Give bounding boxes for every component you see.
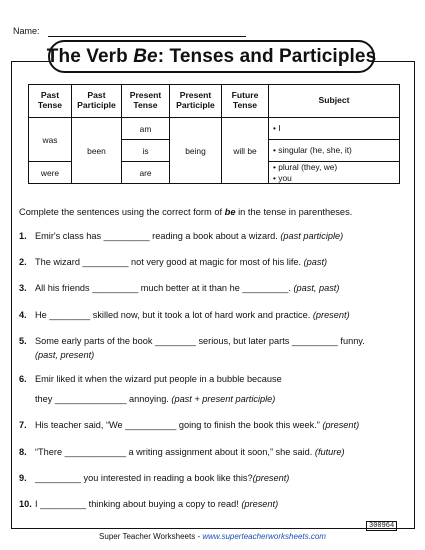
page-title	[48, 40, 375, 73]
header-past-participle: Past Participle	[72, 85, 122, 118]
cell-were: were	[29, 162, 72, 184]
header-subject: Subject	[269, 85, 400, 118]
title-part-2: : Tenses and Participles	[157, 45, 377, 67]
header-past-tense: Past Tense	[29, 85, 72, 118]
question-number: 2.	[19, 257, 27, 267]
question-4	[19, 309, 350, 323]
subject-you-line: • you	[273, 172, 292, 183]
instructions-before: Complete the sentences using the correct form of	[19, 207, 225, 217]
question-5	[19, 335, 365, 363]
cell-subject-plural	[269, 162, 400, 184]
question-8	[19, 446, 345, 460]
question-hint: (past + present participle)	[171, 393, 276, 404]
question-hint: (present)	[322, 420, 360, 430]
cell-subject-singular: • singular (he, she, it)	[269, 140, 400, 162]
question-number: 5.	[19, 336, 27, 346]
question-hint: (present)	[241, 499, 279, 509]
question-10	[19, 498, 278, 512]
instructions-word: be	[224, 207, 236, 217]
footer-brand: Super Teacher Worksheets -	[99, 532, 203, 541]
question-number: 10.	[19, 499, 32, 509]
cell-was: was	[29, 118, 72, 162]
question-text: Emir's class has _________ reading a book about a wizard.	[35, 231, 281, 241]
instructions	[19, 207, 352, 217]
question-hint: (past participle)	[280, 231, 344, 241]
question-hint: (present)	[252, 473, 290, 483]
cell-is: is	[122, 140, 170, 162]
cell-will-be: will be	[222, 118, 269, 184]
question-text: “There ____________ a writing assignment about it soon,” she said.	[35, 447, 315, 457]
question-number: 8.	[19, 447, 27, 457]
question-number: 3.	[19, 283, 27, 293]
header-future-tense: Future Tense	[222, 85, 269, 118]
cell-subject-i: • I	[269, 118, 400, 140]
question-number: 9.	[19, 473, 27, 483]
question-hint: (past, past)	[293, 283, 340, 293]
question-text: The wizard _________ not very good at magic for most of his life.	[35, 257, 304, 267]
tenses-table	[28, 84, 400, 184]
worksheet-code: 300964	[366, 521, 397, 531]
question-3	[19, 282, 339, 296]
question-text: All his friends _________ much better at it than he _________.	[35, 283, 294, 293]
question-text: He ________ skilled now, but it took a lot of hard work and practice.	[35, 310, 313, 320]
header-present-participle: Present Participle	[170, 85, 222, 118]
title-italic-be: Be	[133, 45, 158, 67]
subject-plural-line: • plural (they, we)	[273, 162, 338, 172]
question-hint: (future)	[314, 447, 345, 457]
title-part-1: The Verb	[46, 45, 134, 67]
footer	[0, 532, 425, 541]
question-text: Emir liked it when the wizard put people in a bubble because	[35, 374, 282, 384]
question-text-line-2: they ______________ annoying.	[35, 393, 172, 404]
question-text: His teacher said, “We __________ going to finish the book this week.”	[35, 420, 323, 430]
footer-url-link[interactable]: www.superteacherworksheets.com	[202, 532, 326, 541]
cell-am: am	[122, 118, 170, 140]
question-hint: (past)	[303, 257, 328, 267]
question-text: Some early parts of the book ________ serious, but later parts _________ funny.	[35, 336, 365, 346]
name-line[interactable]	[48, 36, 246, 37]
question-text: _________ you interested in reading a book like this?	[35, 473, 253, 483]
question-1	[19, 230, 343, 244]
cell-being: being	[170, 118, 222, 184]
cell-been: been	[72, 118, 122, 184]
question-number: 1.	[19, 231, 27, 241]
question-2	[19, 256, 327, 270]
cell-are: are	[122, 162, 170, 184]
question-7	[19, 419, 359, 433]
question-hint: (past, present)	[35, 349, 95, 360]
question-9	[19, 472, 289, 486]
name-label: Name:	[13, 26, 40, 36]
question-number: 7.	[19, 420, 27, 430]
header-present-tense: Present Tense	[122, 85, 170, 118]
question-hint: (present)	[312, 310, 350, 320]
question-number: 4.	[19, 310, 27, 320]
question-text: I _________ thinking about buying a copy to read!	[35, 499, 242, 509]
instructions-after: in the tense in parentheses.	[235, 207, 353, 217]
question-number: 6.	[19, 374, 27, 384]
question-6	[19, 373, 282, 407]
